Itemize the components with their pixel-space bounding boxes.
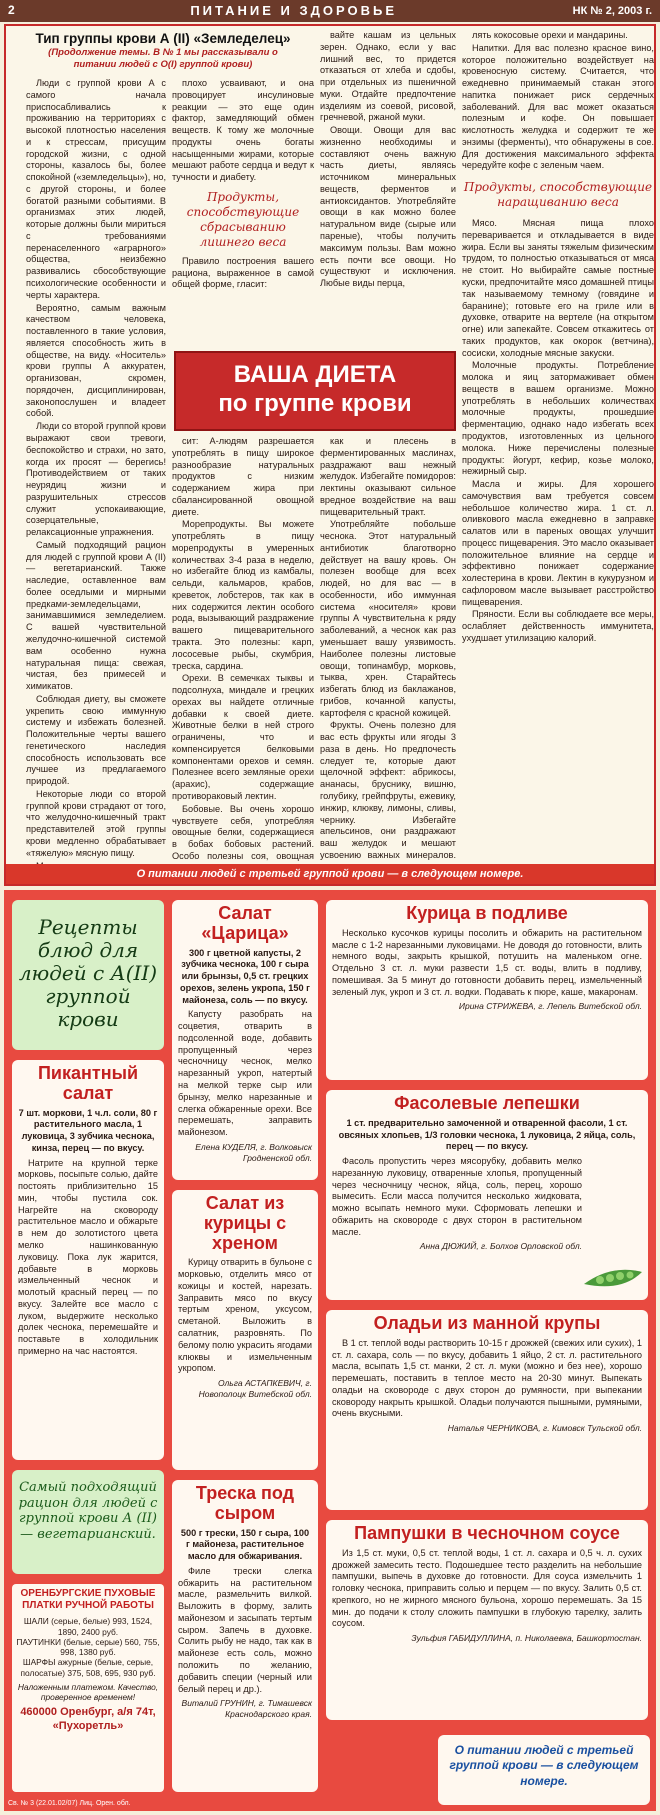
paragraph: Люди с группой крови А с самого начала приспосабливались к проживанию на территориях с высокой плотностью населения и к стрессам, присущим городской жизни, с одной стороны, казалось бы, более спокойной («земледельцы»), но, с другой стороны, и более богатой разными событиями. В организмах этих людей, которые должны были мириться с требованиями перенаселенного «аграрного» общества, неизбежно развивались сбособствующие психологические особенности и черты характера. xyxy=(26,78,166,300)
recipe-pampushki xyxy=(326,1520,648,1720)
highlight-text: Самый подходящий рацион для людей с группой крови А (II) — вегетарианский. xyxy=(18,1480,158,1542)
recipe-ingredients: 7 шт. моркови, 1 ч.л. соли, 80 г растительного масла, 1 луковица, 3 зубчика чеснока, кинза, перец — по вкусу. xyxy=(18,1107,158,1153)
recipe-semolina-pancakes xyxy=(326,1310,648,1510)
recipe-tsaritsa xyxy=(172,900,318,1180)
masthead xyxy=(0,0,660,22)
article-column-3-bottom xyxy=(320,436,456,862)
subheading-weight-gain: Продукты, способствующие наращиванию веса xyxy=(463,180,653,210)
banner-line-1: ВАША ДИЕТА xyxy=(233,361,397,388)
paragraph: Некоторые люди со второй группой крови страдают от того, что желудочно-кишечный тракт представителей этой группы крови медленно обрабатывает «тяжелую» мясную пищу. xyxy=(26,788,166,858)
rubric-title: ПИТАНИЕ И ЗДОРОВЬЕ xyxy=(190,2,398,18)
recipe-title: Фасолевые лепешки xyxy=(394,1093,580,1113)
paragraph: Люди со второй группой крови выражают свои тревоги, беспокойство и страхи, но зато, когда их просят — берегись! Противодействием от таких неурядиц жизни и разрушительных стрессов служит успокаивающие, созерцательные, релаксационные упражнения. xyxy=(26,421,166,538)
recipe-ingredients: 1 ст. предварительно замоченной и отваренной фасоли, 1 ст. овсяных хлопьев, 1/3 головки чеснока, 1 луковица, 2 яйца, соль, перец — по вкусу. xyxy=(338,1117,636,1152)
recipe-cod xyxy=(172,1480,318,1792)
article-footer: О питании людей с третьей группой крови — в следующем номере. xyxy=(6,864,654,884)
advert-address: 460000 Оренбург, а/я 74т, «Пухоретль» xyxy=(20,1706,156,1732)
recipe-text: Из 1,5 ст. муки, 0,5 ст. теплой воды, 1 ст. л. сахара и 0,5 ч. л. сухих дрожжей замесить тесто. Подошедшее тесто разделить на небольшие пампушки, выпечь в духовке до готовности. Для соуса измельчить 1 головку чеснока, приправить солью и перцем — по вкусу. Залить 0,5 ст. крепкого, но не жирного мясного бульона, хорошо перемешать. За 15 мин. до подачи к столу сложить пампушки в глубокую тарелку, залить соусом. xyxy=(332,1547,642,1629)
advert-item: ШАРФЫ ажурные (белые, серые, полосатые) 375, 508, 695, 930 руб. xyxy=(20,1657,156,1678)
diet-banner xyxy=(174,351,456,431)
recipe-title: Салат «Царица» xyxy=(201,903,289,943)
recipe-ingredients: 500 г трески, 150 г сыра, 100 г майонеза, растительное масло для обжаривания. xyxy=(180,1527,310,1562)
paragraph: как и плесень в ферментированных маслинах, раздражают ваш нежный желудок. Избегайте помидоров: лектины оказывают сильное вредное воздействие на ваш пищеварительный тракт. xyxy=(320,436,456,517)
recipe-text: Филе трески слегка обжарить на растительном масле, размельчить вилкой. Выложить в форму, залить майонезом и засыпать тертым сыром. Запечь в духовке. Солить рыбу не надо, так как в майонезе есть соль, можно положить по желанию, добавить специи (черный или белый перец и др.). xyxy=(178,1565,312,1694)
paragraph: Орехи. В семечках тыквы и подсолнуха, миндале и грецких орехах вы найдете отличные добавки к своей диете. Животные белки в ней строго ограничены, что и компенсируется белковыми компонентами орехов и семян. Полезнее всего земляные орехи (арахис), содержащие противораковый лектин. xyxy=(172,673,314,801)
advert-shawls xyxy=(12,1584,164,1792)
paragraph: вайте кашам из цельных зерен. Однако, если у вас лишний вес, то придется отказаться от хлеба и сдобы, при отдельных из пшеничной муки. Отдайте предпочтение изделиям из соевой, рисовой, гречневой, ржаной муки. xyxy=(320,30,456,123)
paragraph: Молочные продукты. Потребление молока и яиц затормаживает обмен веществ в вашем организме. Можно употреблять в небольших количествах молочные продукты, прошедшие ферментацию, однако надо избегать всех продуктов, изготовленных из цельного молока. Ниже перечислены полезные продукты: йогурт, кефир, козье молоко, нежирный сыр. xyxy=(462,360,654,477)
recipe-text: В 1 ст. теплой воды растворить 10-15 г дрожжей (свежих или сухих), 1 ст. л. сахара, соль — по вкусу, добавить 1 яйцо, 2 ст. л. растительного масла, всыпать 1,5 ст. манки, 2 ст. л. муки (можно и без нее), хорошо перемешать, поставить в теплое место на 20-30 минут. Выпекать оладьи на сковороде с двух сторон до румяности, при выпекании сковороду накрыть крышкой. Оладьи получаются пышными, румяными, очень вкусными. xyxy=(332,1337,642,1419)
paragraph: лять кокосовые орехи и мандарины. xyxy=(472,30,628,40)
paragraph: сит: А-людям разрешается употреблять в пищу широкое разнообразие натуральных продуктов с низким содержанием жира при сбалансированной овощной диете. xyxy=(172,436,314,517)
article-subtitle: (Продолжение темы. В № 1 мы рассказывали о питании людей с O(I) группой крови) xyxy=(48,47,278,70)
issue-number: НК № 2, 2003 г. xyxy=(572,4,652,17)
paragraph: Вероятно, самым важным качеством человека, поставленного в такие условия, является способность жить в обществе, на виду. «Носитель» крови группы А аккуратен, организован, скромен, порядочен, дисциплинирован, законопослушен и владеет собой. xyxy=(26,302,166,419)
paragraph: Масла и жиры. Для хорошего самочувствия вам требуется совсем небольшое количество жира. 1 ст. л. оливкового масла ежедневно в заправке салатов или в пареных овощах улучшит процесс пищеварения. Это масло оказывает положительное влияние на сердце и эффективно понижает содержание холестерина в крови. Лектин в кукурузном и сафлоровом масле вызывает расстройство пищеварения. xyxy=(462,479,654,607)
subheading-weight-loss: Продукты, способствующие сбрасыванию лишнего веса xyxy=(186,189,300,249)
recipe-spicy-salad xyxy=(12,1060,164,1460)
recipe-author: Ольга АСТАПКЕВИЧ, г. Новополоцк Витебской обл. xyxy=(198,1378,312,1399)
next-issue-note: О питании людей с третьей группой крови — в следующем номере. xyxy=(438,1735,650,1805)
recipe-author: Анна ДЮЖИЙ, г. Болхов Орловской обл. xyxy=(419,1241,582,1252)
advert-note: Наложенным платежом. Качество, проверенное временем! xyxy=(17,1681,159,1703)
page-number: 2 xyxy=(8,3,15,18)
recipes-title: Рецепты блюд для людей с А(II) группой крови xyxy=(18,915,158,1031)
recipe-chicken-sauce xyxy=(326,900,648,1080)
recipes-section xyxy=(4,890,656,1811)
recipe-text: Капусту разобрать на соцветия, отварить в подсоленной воде, добавить пропущенный через чесночницу чеснок, мелко нарезанный укроп, натертый на мелкой терке сыр или брынзу, мелко нарезанные и слегка обжаренные орехи. Все перемешать, заправить майонезом. xyxy=(178,1009,312,1138)
recipe-text: Фасоль пропустить через мясорубку, добавить мелко нарезанную луковицу, отваренные хлопья, пропущенный через чесночницу чеснок, яйца, соль, перец, хорошо вымесить. Если масса получится несколько жидковата, можно всыпать немного муки. Сформовать лепешки и обжарить на сковороде с двух сторон в растительном масле. xyxy=(332,1156,582,1237)
recipe-bean-cakes xyxy=(326,1090,648,1300)
article-column-4 xyxy=(462,30,654,862)
recipe-chicken-salad xyxy=(172,1190,318,1470)
article-column-1 xyxy=(26,78,166,868)
recipe-title: Оладьи из манной крупы xyxy=(373,1313,601,1333)
paragraph: Правило построения вашего рациона, выраженное в самой общей форме, гласит: xyxy=(172,255,314,290)
recipe-author: Виталий ГРУНИН, г. Тимашевск Краснодарского края. xyxy=(181,1698,312,1720)
recipes-title-box xyxy=(12,900,164,1050)
recipe-text: Курицу отварить в бульоне с морковью, отделить мясо от кожицы и костей, нарезать. Заправить мясо по вкусу тертым хреном, уксусом, сметаной. Выложить в салатник, разровнять. По белому полю украсить ягодами клюквы и измельченным укропом. xyxy=(178,1257,312,1374)
paragraph: Овощи. Овощи для вас жизненно необходимы и составляют очень важную часть диеты, являясь источником минеральных веществ, ферментов и антиоксидантов. Употребляйте овощи в как можно более натуральном виде (сырые или пареные), чтобы получить максимум пользы. Вам можно есть почти все овощи. Но существуют и исключения. Любые виды перца, xyxy=(320,125,456,289)
paragraph: Фрукты. Очень полезно для вас есть фрукты или ягоды 3 раза в день. Но предпочесть следует те, которые дают щелочной эффект: абрикосы, ананасы, бруснику, вишню, голубику, грейпфруты, ежевику, инжир, клюкву, лимоны, сливы, чернику. Избегайте апельсинов, они раздражают ваш желудок и мешают усвоению важных минералов. xyxy=(320,720,456,860)
recipe-ingredients: 300 г цветной капусты, 2 зубчика чеснока, 100 г сыра или брынзы, 0,5 ст. грецких орехов, зелень укропа, 150 г майонеза, соль — по вкусу. xyxy=(180,947,310,1005)
paragraph: Бобовые. Вы очень хорошо чувствуете себя, употребляя овощные белки, содержащиеся в бобах бобовых растений. Особо полезны соя, овощная xyxy=(172,803,314,861)
recipe-title: Треска под сыром xyxy=(195,1483,295,1523)
article-header xyxy=(26,30,300,70)
recipe-text: Натрите на крупной терке морковь, посыпьте солью, дайте постоять приблизительно 15 мин, чтобы пустила сок. Нагрейте на сковороду растительное масло и обжарьте в нем до золотистого цвета мелко нашинкованную луковицу. Пока лук жарится, добавьте в морковь измельченный чеснок и молотый красный перец — по вкусу. Залейте все масло с луком, выдержите несколько долек чеснока, перемешайте и поставьте в холодильник примерно на час настоятся. xyxy=(18,1157,158,1356)
advert-title: ОРЕНБУРГСКИЕ ПУХОВЫЕ ПЛАТКИ РУЧНОЙ РАБОТЫ xyxy=(20,1588,156,1612)
paragraph: Употребляйте побольше чеснока. Этот натуральный антибиотик благотворно действует на вашу кровь. Он полезен вообще для всех людей, но для вас — в особенности, ибо иммунная система «носителя» крови группы А чувствительна к ряду заболеваний, а чеснок как раз уменьшает вашу уязвимость. Наиболее полезны листовые овощи, топинамбур, морковь, тыква, хрен. Старайтесь избегать блюд из баклажанов, грибов, кочанной капусты, картофеля с красной кожицей. xyxy=(320,519,456,718)
recipe-title: Салат из курицы с хреном xyxy=(203,1193,287,1253)
recipe-title: Пампушки в чесночном соусе xyxy=(354,1523,620,1543)
article-title: Тип группы крови А (II) «Земледелец» xyxy=(35,31,291,46)
recipe-author: Ирина СТРИЖЕВА, г. Лепель Витебской обл. xyxy=(458,1001,642,1012)
recipe-author: Зульфия ГАБИДУЛЛИНА, п. Николаевка, Башкортостан. xyxy=(411,1633,642,1644)
paragraph: Соблюдая диету, вы сможете укрепить свою иммунную систему и избежать болезней. Положительные черты вашего генетического наследия способность использовать все лучшее из предлагаемого природой. xyxy=(26,693,166,787)
recipe-title: Курица в подливе xyxy=(406,903,568,923)
paragraph: Напитки. Для вас полезно красное вино, которое положительно воздействует на кровеносную систему. Считается, что ежедневно принимаемый стакан этого напитка понижает риск сердечных заболеваний. Для вас может оказаться полезным и кофе. Он повышает кислотность желудка и содержит те же энзимы (ферменты), что обнаружены в сое. Для достижения максимального эффекта чередуйте кофе с зеленым чаем. xyxy=(462,42,654,171)
recipe-text: Несколько кусочков курицы посолить и обжарить на растительном масле с 1-2 нарезанными луковицами. Не доводя до готовности, влить немного воды, закрыть крышкой, потушить на маленьком огне. Отдельно 3 ст. л. муки развести 1,5 ст. воды, влить в подливу, помешивая. За 5 минут до готовности добавить перец, измельченный зеленый лук, укроп и 3 ст. л. водки. Подавать к пюре, каше, макаронам. xyxy=(332,927,642,997)
recipe-author: Наталья ЧЕРНИКОВА, г. Кимовск Тульской обл. xyxy=(447,1423,642,1434)
pea-pod-icon xyxy=(582,1262,644,1294)
paragraph: Самый подходящий рацион для людей с группой крови А (II) — вегетарианский. Также наследие, оставленное вам более оседлыми и мирными предками-земледельцами, занимавшимися земледелием. С вашей чувствительной желудочно-кишечной системой вам особенно нужна натуральная пища: свежая, чистая, без примесей и химикатов. xyxy=(26,539,166,692)
highlight-box xyxy=(12,1470,164,1574)
paragraph: Морепродукты. Вы можете употреблять в пищу морепродукты в умеренных количествах 3-4 раза в неделю, но избегайте блюд из камбалы, сельди, кальмаров, крабов, креветок, лобстеров, так как в них содержится лектин особого рода, вызывающий раздражение вашего пищеварительного тракта. Это полезны: карп, лососевые рыбы, скумбрия, треска, сардина. xyxy=(172,519,314,671)
paragraph: Пряности. Если вы соблюдаете все меры, ослабляет действенность иммунитета, ухудшает утилизацию калорий. xyxy=(462,609,654,643)
paragraph: Мясо. Мясная пища плохо переваривается и откладывается в виде жира. Если вы заняты тяжелым физическим трудом, то полностью отказываться от мяса не стоит. Но выбирайте самые постные куски, предпочитайте мясо домашней птицы так называемому темному (говядине и баранине); готовьте его на гриле или в духовке, отварите на вертеле (на открытом огне) или запекайте. Совсем откажитесь от таких продуктов, как окорок (ветчина), сосиски, холодные мясные закуски. xyxy=(462,218,654,358)
article-column-2-bottom xyxy=(172,436,314,862)
article-column-3-top xyxy=(320,30,456,346)
article-column-2-top xyxy=(172,78,314,346)
banner-line-2: по группе крови xyxy=(218,389,412,417)
advert-item: ШАЛИ (серые, белые) 993, 1524, 1890, 2400 руб. xyxy=(23,1616,153,1637)
print-info: Св. № 3 (22.01.02/07) Лиц. Орен. обл. xyxy=(8,1800,131,1808)
recipe-title: Пикантный салат xyxy=(37,1063,139,1103)
recipe-author: Елена КУДЕЛЯ, г. Волковыск Гродненской обл. xyxy=(195,1141,312,1163)
main-article xyxy=(4,24,656,886)
advert-item: ПАУТИНКИ (белые, серые) 560, 755, 998, 1380 руб. xyxy=(16,1636,160,1658)
paragraph: плохо усваивают, и она провоцирует инсулиновые реакции — это еще один фактор, замедляющий обмен веществ. К тому же молочные продукты очень богаты насыщенными жирами, которые мешают работе сердца и ведут к тучности и диабету. xyxy=(172,78,314,183)
